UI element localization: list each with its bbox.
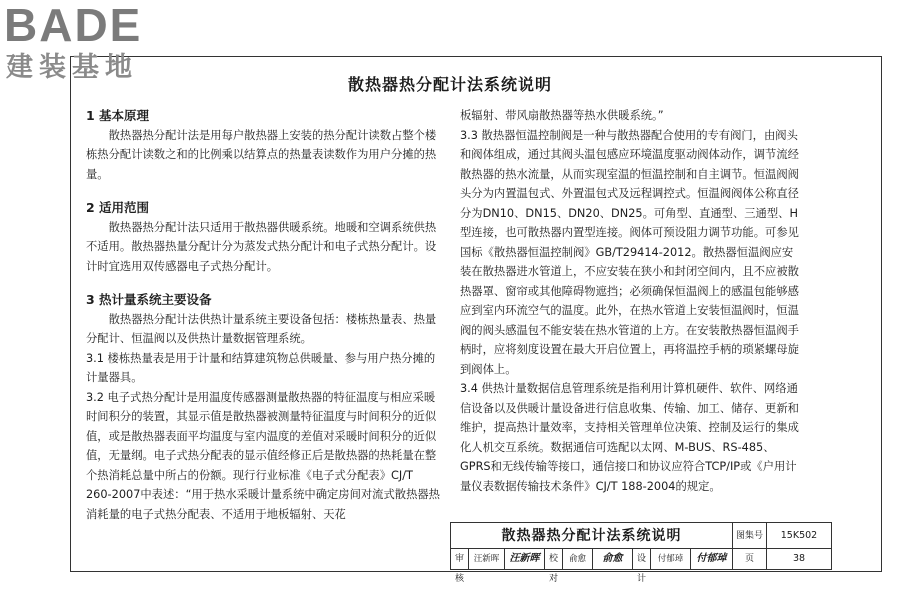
title-block xyxy=(450,522,832,584)
atlas-number-label: 图集号 xyxy=(733,523,767,549)
reviewer-name: 汪新晖 xyxy=(469,549,505,569)
paragraph: 3.4 供热计量数据信息管理系统是指利用计算机硬件、软件、网络通信设备以及供暖计量设备进行信息收集、传输、加工、储存、更新和维护，提高热计量效率，支持相关管理单位决策、控制及运行的集成化人机交互系统。数据通信可选配以太网、M-BUS、RS-485、GPRS和无线传输等接口，通信接口和协议应符合TCP/IP或《户用计量仪表数据传输技术条件》CJ/T 188-2004的规定。 xyxy=(460,382,799,493)
designer-signature: 付郁琸 xyxy=(691,549,733,569)
proof-label: 校对 xyxy=(545,549,563,569)
review-label: 审核 xyxy=(451,549,469,569)
paragraph: 散热器热分配计法只适用于散热器供暖系统。地暖和空调系统供热不适用。散热器热量分配计分为蒸发式热分配计和电子式热分配计。设计时宜选用双传感器电子式热分配计。 xyxy=(86,220,437,273)
left-text-column xyxy=(86,106,442,524)
page-label: 页 xyxy=(733,549,767,569)
section-heading: 2 适用范围 xyxy=(86,200,150,215)
designer-name: 付郁琸 xyxy=(651,549,691,569)
paragraph: 3.3 散热器恒温控制阀是一种与散热器配合使用的专有阀门，由阀头和阀体组成，通过其阀头温包感应环境温度驱动阀体动作，调节流经散热器的热水流量，从而实现室温的恒温控制和自主调节。恒温阀阀头分为内置温包式、外置温包式及远程调控式。恒温阀阀体公称直径分为DN10、DN15、DN20、DN25。可角型、直通型、三通型、H型连接，也可散热器内置型连接。阀体可预设阻力调节功能。可参见国标《散热器恒温控制阀》GB/T29414-2012。散热器恒温阀应安装在散热器进水管道上，不应安装在狭小和封闭空间内，且不应被散热器罩、窗帘或其他障碍物遮挡；必须确保恒温阀上的感温包能够感应到室内环流空气的温度。此外，在热水管道上安装恒温阀时，恒温阀的阀头感温包不能安装在热水管道的上方。在安装散热器恒温阀手柄时，应将刻度设置在最大开启位置上，再将温控手柄的琐紧螺母旋到阀体上。 xyxy=(460,128,799,376)
proofer-name: 俞愈 xyxy=(563,549,593,569)
paragraph: 板辐射、带风扇散热器等热水供暖系统。” xyxy=(460,109,664,122)
logo-wordmark: BADE xyxy=(4,0,143,51)
title-block-title: 散热器热分配计法系统说明 xyxy=(451,523,733,549)
proofer-signature: 俞愈 xyxy=(593,549,633,569)
section-heading: 3 热计量系统主要设备 xyxy=(86,292,212,307)
page-number: 38 xyxy=(792,553,806,564)
logo-subtitle: 建装基地 xyxy=(6,52,138,83)
paragraph: 3.1 楼栋热量表是用于计量和结算建筑物总供暖量、参与用户热分摊的计量器具。 xyxy=(86,351,436,384)
atlas-number: 15K502 xyxy=(767,523,831,549)
paragraph: 3.2 电子式热分配计是用温度传感器测量散热器的特征温度与相应采暖时间积分的装置，其显示值是散热器被测量特征温度与时间积分的近似值，或是散热器表面平均温度与室内温度的差值对采暖时间积分的近似值，无量纲。电子式热分配表的显示值经修正后是散热器的热耗量在整个热消耗总量中所占的份额。现行行业标准《电子式分配表》CJ/T 260-2007中表述：“用于热水采暖计量系统中确定房间对流式散热器热消耗量的电子式热分配表、不适用于地板辐射、天花 xyxy=(86,390,440,521)
section-heading: 1 基本原理 xyxy=(86,108,150,123)
page-title: 散热器热分配计法系统说明 xyxy=(347,75,552,94)
paragraph: 散热器热分配计法供热计量系统主要设备包括：楼栋热量表、热量分配计、恒温阀以及供热计量数据管理系统。 xyxy=(86,312,437,345)
reviewer-signature: 汪新晖 xyxy=(505,549,545,569)
paragraph: 散热器热分配计法是用每户散热器上安装的热分配计读数占整个楼栋热分配计读数之和的比例乘以结算点的热量表读数作为用户分摊的热量。 xyxy=(86,128,437,181)
design-label: 设计 xyxy=(633,549,651,569)
right-text-column xyxy=(460,106,800,496)
